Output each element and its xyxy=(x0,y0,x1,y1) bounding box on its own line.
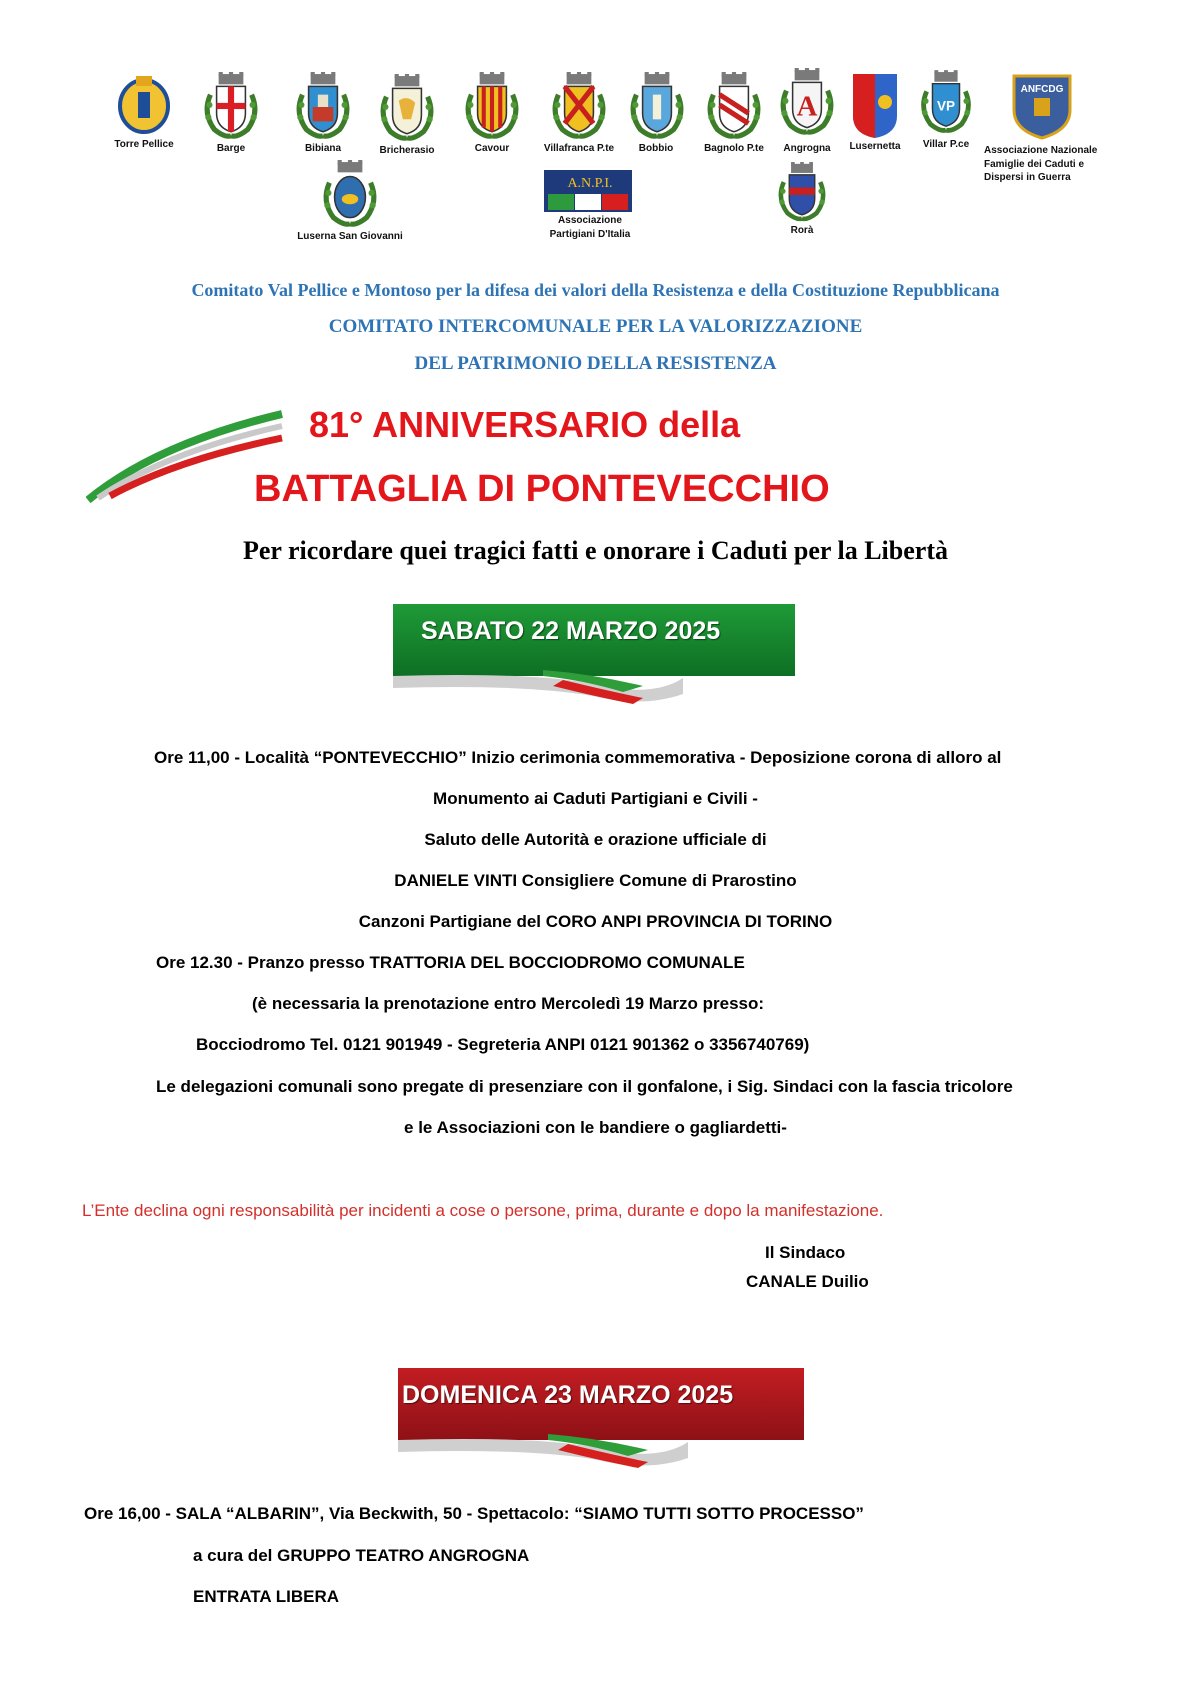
day1-banner xyxy=(393,604,795,704)
bibiana-crest-icon xyxy=(292,72,354,142)
rora-crest-icon xyxy=(774,162,830,224)
crest-bibiana xyxy=(288,72,358,156)
program-line: (è necessaria la prenotazione entro Mercoledì 19 Marzo presso: xyxy=(252,994,765,1013)
disclaimer: L’Ente declina ogni responsabilità per incidenti a cose o persone, prima, durante e dopo la manifestazione. xyxy=(82,1201,884,1220)
angrogna-crest-icon xyxy=(776,68,838,142)
bobbio-crest-icon xyxy=(626,72,688,142)
program-line: Le delegazioni comunali sono pregate di presenziare con il gonfalone, i Sig. Sindaci con la fascia tricolore xyxy=(156,1077,1013,1096)
bricherasio-crest-icon xyxy=(376,74,438,144)
bagnolo-crest-icon xyxy=(703,72,765,142)
crest-label: Rorà xyxy=(790,225,814,236)
title-line-1: 81° ANNIVERSARIO della xyxy=(309,404,741,445)
comitato-line-3: DEL PATRIMONIO DELLA RESISTENZA xyxy=(414,353,777,374)
day2-banner xyxy=(398,1368,804,1468)
program-line: Canzoni Partigiane del CORO ANPI PROVINCIA DI TORINO xyxy=(358,912,833,931)
anfcdc-logo-icon xyxy=(1010,72,1074,140)
program-line: Ore 11,00 - Località “PONTEVECCHIO” Inizio cerimonia commemorativa - Deposizione corona di alloro al xyxy=(154,748,1002,767)
crest-luserna xyxy=(290,160,410,244)
comitato-line-2: COMITATO INTERCOMUNALE PER LA VALORIZZAZIONE xyxy=(328,316,863,337)
program-line: Monumento ai Caduti Partigiani e Civili - xyxy=(433,789,758,808)
crest-torre-pellice xyxy=(102,72,186,152)
anpi-logo-icon xyxy=(544,170,632,212)
anpi-label-line: Associazione xyxy=(558,215,622,226)
crest-label: Bricherasio xyxy=(379,145,435,156)
torre-pellice-crest-icon xyxy=(114,72,174,138)
crest-bobbio xyxy=(626,72,686,156)
comitato-line-1: Comitato Val Pellice e Montoso per la difesa dei valori della Resistenza e della Costituzione Repubblicana xyxy=(191,280,1000,300)
anfcdc-label-line: Dispersi in Guerra xyxy=(984,172,1071,183)
crest-label: Bagnolo P.te xyxy=(704,143,764,154)
crest-label: Lusernetta xyxy=(849,141,901,152)
program-line: Bocciodromo Tel. 0121 901949 - Segreteria ANPI 0121 901362 o 3356740769) xyxy=(196,1035,810,1054)
cavour-crest-icon xyxy=(461,72,523,142)
crest-bricherasio xyxy=(370,74,444,158)
program-line: Ore 12.30 - Pranzo presso TRATTORIA DEL BOCCIODROMO COMUNALE xyxy=(156,953,745,972)
crest-label: Bobbio xyxy=(638,143,674,154)
program-line: Ore 16,00 - SALA “ALBARIN”, Via Beckwith, 50 - Spettacolo: “SIAMO TUTTI SOTTO PROCESSO” xyxy=(84,1504,864,1523)
subtitle: Per ricordare quei tragici fatti e onorare i Caduti per la Libertà xyxy=(243,536,948,565)
barge-crest-icon xyxy=(200,72,262,142)
crest-cavour xyxy=(460,72,524,156)
day2-banner-text: DOMENICA 23 MARZO 2025 xyxy=(402,1381,734,1409)
crest-label: Bibiana xyxy=(304,143,342,154)
villar-crest-icon xyxy=(917,68,975,138)
signature-name: CANALE Duilio xyxy=(746,1272,869,1291)
crest-label: Angrogna xyxy=(783,143,831,154)
crest-label: Luserna San Giovanni xyxy=(297,231,403,242)
crest-label: Villafranca P.te xyxy=(543,143,615,154)
anpi-logo-text: A.N.P.I. xyxy=(567,176,613,191)
crest-label: Villar P.ce xyxy=(922,139,970,150)
villafranca-crest-icon xyxy=(548,72,610,142)
lusernetta-crest-icon xyxy=(851,72,899,140)
crest-label: Torre Pellice xyxy=(114,139,174,150)
program-line: DANIELE VINTI Consigliere Comune di Prarostino xyxy=(394,871,797,890)
crest-label: Barge xyxy=(216,143,246,154)
anfcdc-label xyxy=(984,144,1097,185)
program-line: e le Associazioni con le bandiere o gagliardetti- xyxy=(404,1118,787,1137)
program-line: a cura del GRUPPO TEATRO ANGROGNA xyxy=(193,1546,530,1565)
crest-bagnolo xyxy=(692,72,776,156)
crest-villafranca xyxy=(532,72,626,156)
anpi-label-line: Partigiani D'Italia xyxy=(549,228,631,240)
anfcdc-label-line: Famiglie dei Caduti e xyxy=(984,158,1085,170)
crest-lusernetta xyxy=(842,72,908,154)
crest-barge xyxy=(196,72,266,156)
luserna-crest-icon xyxy=(315,160,385,230)
crest-villar xyxy=(914,68,978,152)
title-line-2: BATTAGLIA DI PONTEVECCHIO xyxy=(254,468,830,510)
anfcdc-label-line: Associazione Nazionale xyxy=(984,145,1098,156)
crest-label: Cavour xyxy=(474,143,510,154)
svg-text:VP: VP xyxy=(936,98,956,114)
crest-rora xyxy=(774,162,830,238)
crest-angrogna xyxy=(772,68,842,156)
svg-text:A: A xyxy=(796,90,818,123)
anfcdc-logo-text: ANFCDG xyxy=(1020,84,1064,95)
anpi-label xyxy=(544,214,636,241)
program-line: Saluto delle Autorità e orazione ufficiale di xyxy=(424,830,767,849)
day1-banner-text: SABATO 22 MARZO 2025 xyxy=(421,617,721,645)
signature-role: Il Sindaco xyxy=(765,1243,846,1262)
program-line: ENTRATA LIBERA xyxy=(193,1587,340,1606)
